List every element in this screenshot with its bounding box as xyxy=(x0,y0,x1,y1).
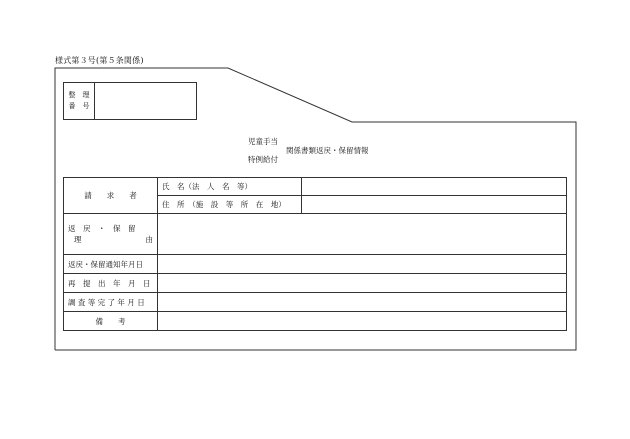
reason-label: 返 戻 ・ 保 留 理 由 xyxy=(64,214,158,255)
title-line-1: 児童手当 xyxy=(248,137,278,146)
name-label: 氏 名（法 人 名 等） xyxy=(158,178,302,196)
title-line-3: 特例給付 xyxy=(248,155,278,164)
table-row xyxy=(64,255,567,274)
reference-number-box xyxy=(63,82,197,120)
table-row xyxy=(64,312,567,331)
resubmit-date-value[interactable] xyxy=(158,274,567,293)
resubmit-date-label: 再 提 出 年 月 日 xyxy=(64,274,158,293)
survey-date-value[interactable] xyxy=(158,293,567,312)
remarks-value[interactable] xyxy=(158,312,567,331)
table-row xyxy=(64,293,567,312)
claimant-label: 請 求 者 xyxy=(64,178,158,214)
survey-date-label: 調 査 等 完 了 年 月 日 xyxy=(64,293,158,312)
reason-value[interactable] xyxy=(158,214,567,255)
table-row xyxy=(64,178,567,196)
reference-number-label: 整 理 番 号 xyxy=(64,83,95,119)
table-row xyxy=(64,214,567,255)
notice-date-value[interactable] xyxy=(158,255,567,274)
name-value[interactable] xyxy=(302,178,567,196)
form-number-caption: 様式第３号(第５条関係) xyxy=(55,56,144,65)
reference-number-value[interactable] xyxy=(95,83,196,119)
notice-date-label: 返戻・保留通知年月日 xyxy=(64,255,158,274)
address-label: 住 所 （施 設 等 所 在 地） xyxy=(158,196,302,214)
info-table xyxy=(63,177,567,331)
title-line-2: 関係書類返戻・保留情報 xyxy=(286,146,369,155)
address-value[interactable] xyxy=(302,196,567,214)
remarks-label: 備 考 xyxy=(64,312,158,331)
table-row xyxy=(64,274,567,293)
